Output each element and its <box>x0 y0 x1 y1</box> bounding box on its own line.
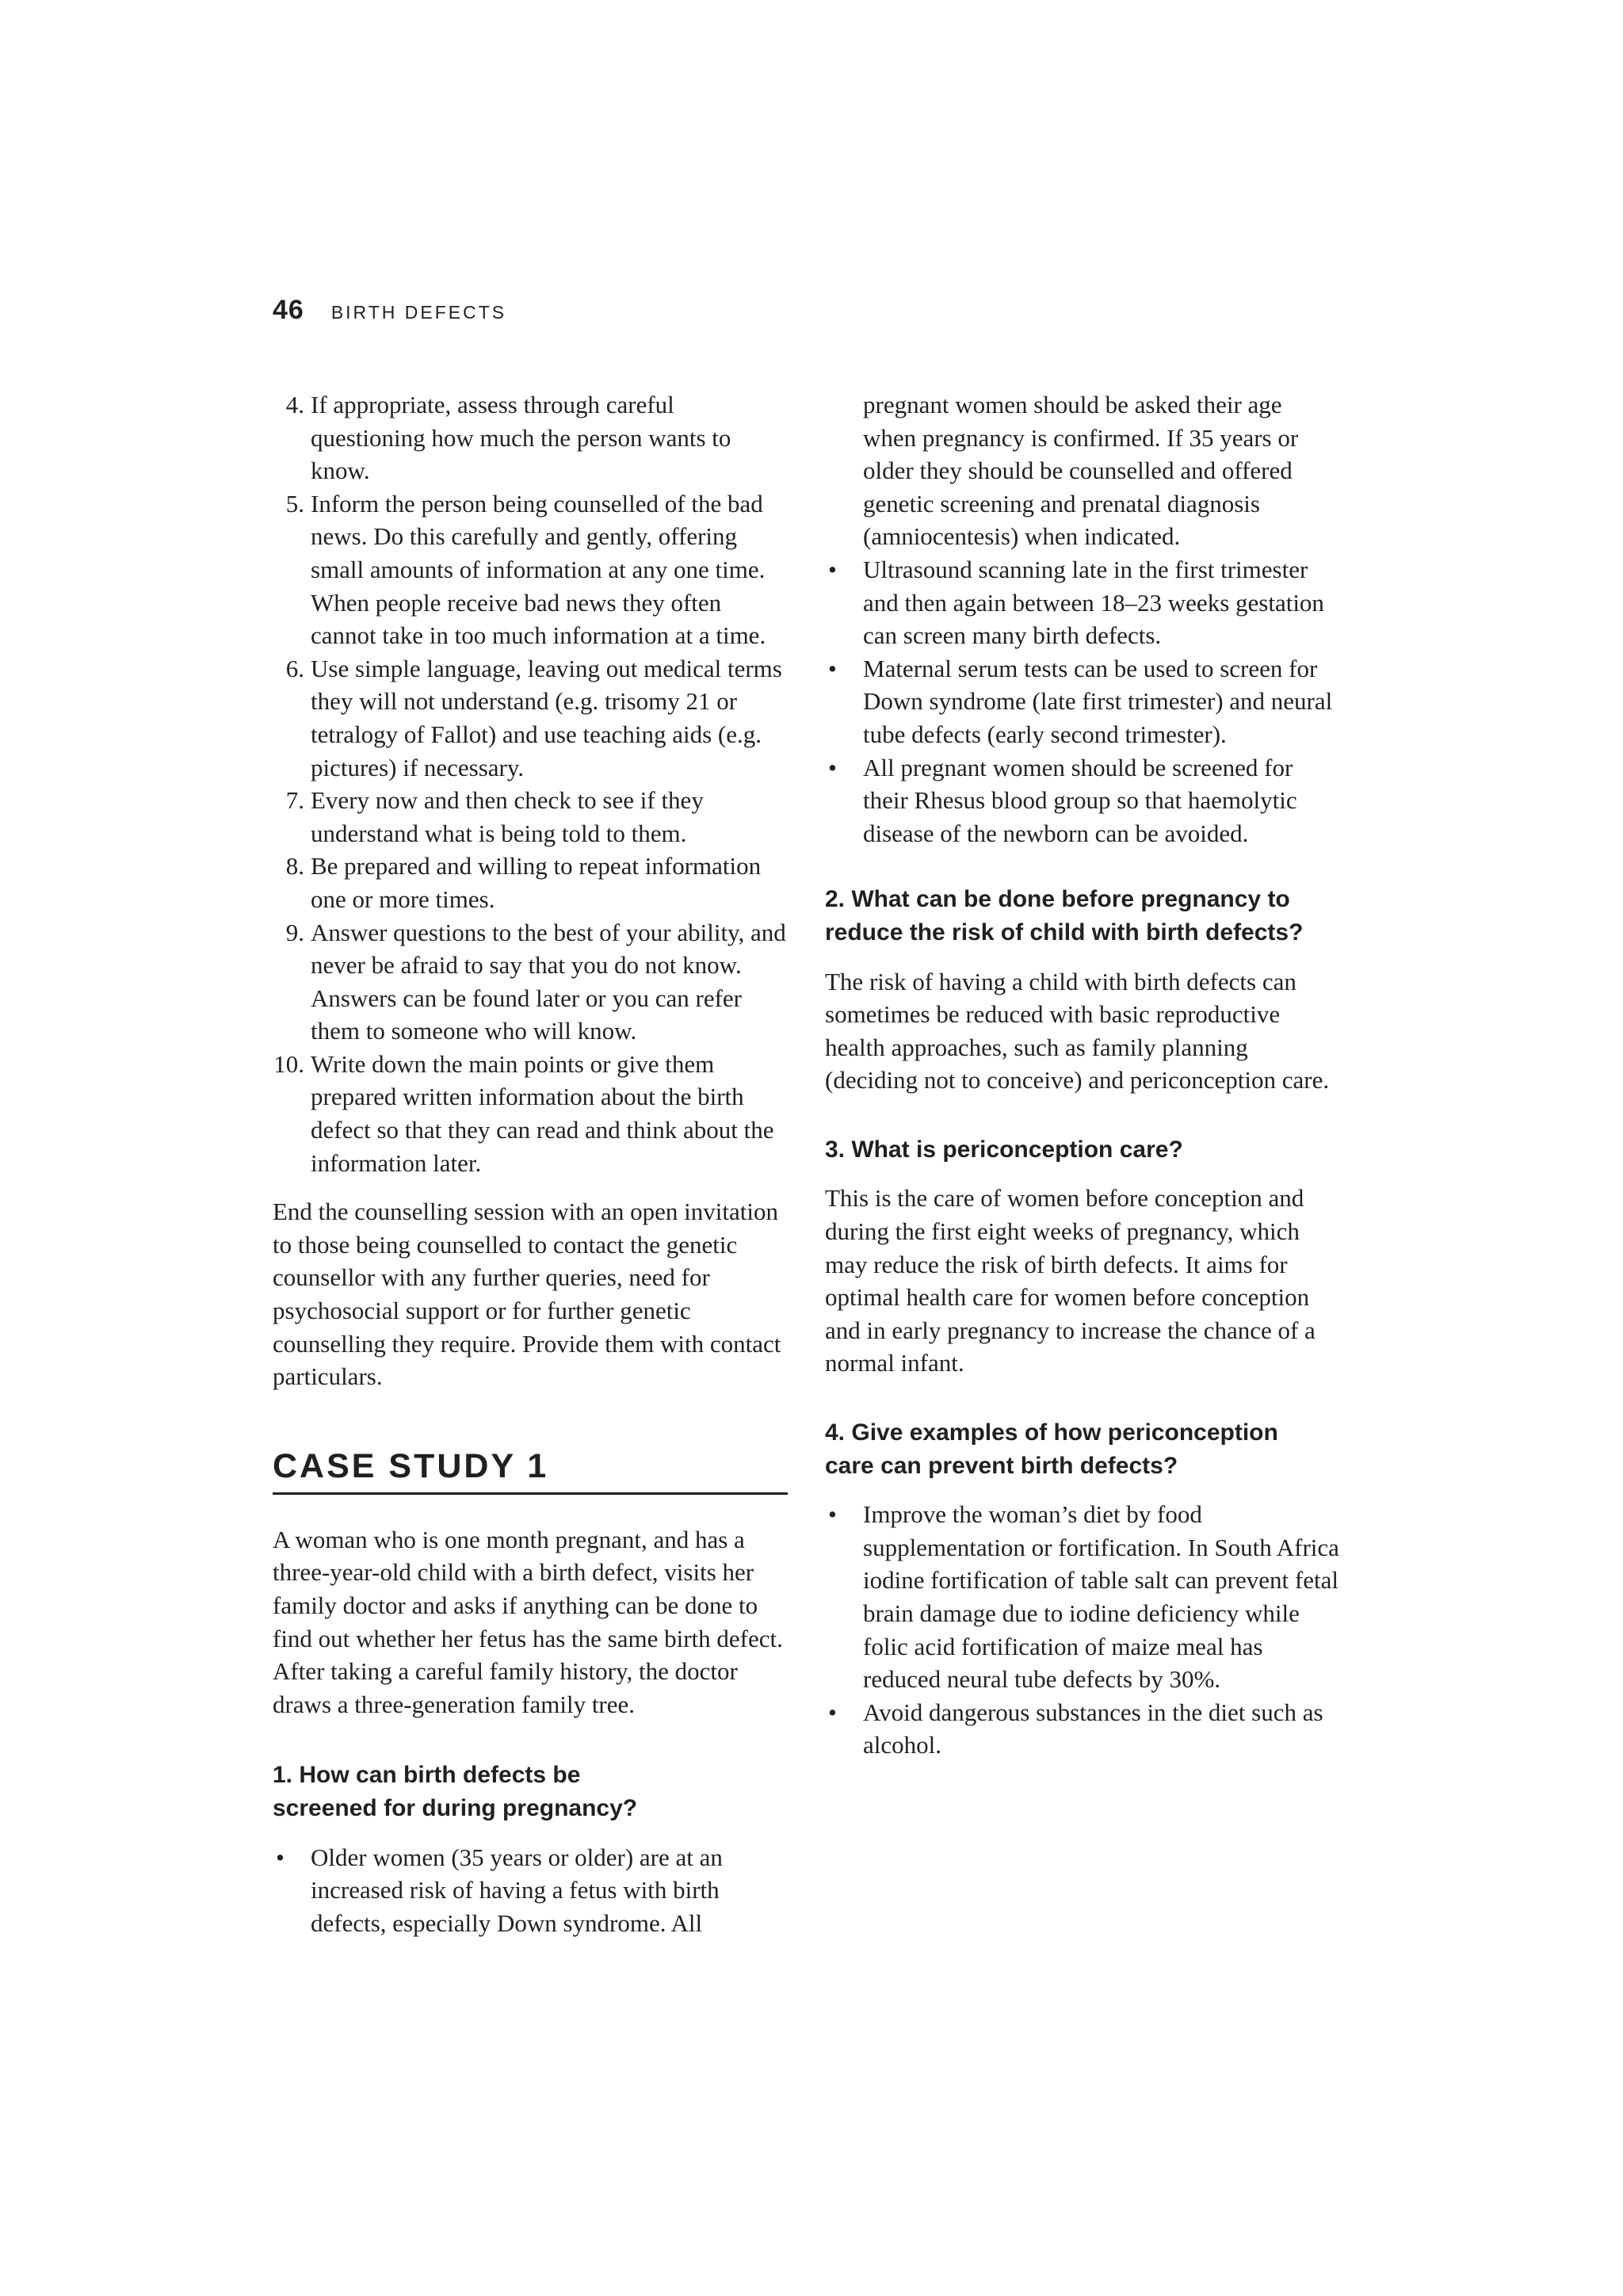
item-number: 4. <box>285 391 304 418</box>
item-text: Ultrasound scanning late in the first trimester and then again between 18–23 weeks gestation can screen many birth defects. <box>863 555 1324 650</box>
page-number: 46 <box>273 295 304 325</box>
heading-line: 1. How can birth defects be <box>273 1762 581 1789</box>
right-column <box>825 388 1340 1762</box>
list-item <box>273 916 788 1048</box>
question-4-heading <box>825 1416 1340 1482</box>
bullet-icon: • <box>828 555 837 583</box>
item-text: Older women (35 years or older) are at an increased risk of having a fetus with birth defects, especially Down syndrome. All <box>311 1843 723 1937</box>
item-number: 6. <box>285 654 304 682</box>
question-2-paragraph: The risk of having a child with birth defects can sometimes be reduced with basic reproductive health approaches, such as family planning (deciding not to conceive) and periconception care. <box>825 967 1330 1095</box>
bullet-icon: • <box>828 1500 837 1529</box>
item-number: 8. <box>285 852 304 881</box>
case-study-heading: CASE STUDY 1 <box>273 1447 788 1495</box>
bullet-icon: • <box>276 1843 285 1871</box>
item-text: Answer questions to the best of your ability, and never be afraid to say that you do not know. Answers can be found later or you can refer them to someone who will know. <box>311 918 786 1045</box>
question-3-heading: 3. What is periconception care? <box>825 1136 1183 1163</box>
item-text: If appropriate, assess through careful questioning how much the person wants to know. <box>311 391 731 485</box>
item-number: 7. <box>285 786 304 815</box>
list-item <box>273 850 788 915</box>
list-item <box>825 751 1340 850</box>
item-number: 10. <box>273 1049 304 1078</box>
list-item <box>825 553 1340 652</box>
item-number: 9. <box>285 918 304 946</box>
list-item <box>273 388 788 487</box>
running-head <box>273 295 506 326</box>
item-text: Avoid dangerous substances in the diet such as alcohol. <box>863 1698 1323 1759</box>
left-column <box>273 388 788 1939</box>
list-item <box>273 652 788 784</box>
item-text: Inform the person being counselled of the bad news. Do this carefully and gently, offering small amounts of information at any one time. When people receive bad news they often cannot take in too much information at a time. <box>311 489 766 650</box>
case-paragraph: A woman who is one month pregnant, and has a three-year-old child with a birth defect, visits her family doctor and asks if anything can be done to find out whether her fetus has the same birth defect. After taking a careful family history, the doctor draws a three-generation family tree. <box>273 1525 783 1718</box>
list-item <box>273 784 788 850</box>
question-1-bullets-start <box>273 1841 788 1940</box>
list-item <box>825 1696 1340 1762</box>
running-title: BIRTH DEFECTS <box>330 302 507 323</box>
question-2-heading <box>825 883 1340 949</box>
heading-line: 2. What can be done before pregnancy to <box>825 886 1290 913</box>
counselling-steps-list <box>273 388 788 1179</box>
question-4-bullets <box>825 1498 1340 1762</box>
question-3-paragraph: This is the care of women before conception and during the first eight weeks of pregnancy, which may reduce the risk of birth defects. It aims for optimal health care for women before conception and in early pregnancy to increase the chance of a normal infant. <box>825 1184 1316 1377</box>
heading-line: reduce the risk of child with birth defects? <box>825 919 1304 946</box>
bullet-icon: • <box>828 1698 837 1726</box>
item-text: Every now and then check to see if they understand what is being told to them. <box>311 786 704 847</box>
heading-line: screened for during pregnancy? <box>273 1794 638 1821</box>
closing-paragraph: End the counselling session with an open invitation to those being counselled to contact the genetic counsellor with any further queries, need for psychosocial support or for further genetic counselling they require. Provide them with contact particulars. <box>273 1198 781 1391</box>
item-text: All pregnant women should be screened for their Rhesus blood group so that haemolytic disease of the newborn can be avoided. <box>863 753 1297 847</box>
item-text: Write down the main points or give them prepared written information about the birth defect so that they can read and think about the information later. <box>311 1049 774 1177</box>
list-item <box>273 487 788 652</box>
heading-line: care can prevent birth defects? <box>825 1452 1178 1479</box>
question-1-bullets <box>825 553 1340 850</box>
item-text: Use simple language, leaving out medical terms they will not understand (e.g. trisomy 21 or tetralogy of Fallot) and use teaching aids (e.g. pictures) if necessary. <box>311 654 782 781</box>
list-item <box>825 652 1340 751</box>
bullet-icon: • <box>828 753 837 781</box>
bullet-icon: • <box>828 654 837 682</box>
item-text: Be prepared and willing to repeat information one or more times. <box>311 852 762 913</box>
list-item <box>273 1048 788 1179</box>
heading-line: 4. Give examples of how periconception <box>825 1419 1278 1446</box>
item-text: Improve the woman’s diet by food supplementation or fortification. In South Africa iodine fortification of table salt can prevent fetal brain damage due to iodine deficiency while folic acid fortification of maize meal has reduced neural tube defects by 30%. <box>863 1500 1339 1694</box>
item-text: Maternal serum tests can be used to screen for Down syndrome (late first trimester) and neural tube defects (early second trimester). <box>863 654 1333 748</box>
question-1-heading <box>273 1759 788 1824</box>
list-item <box>273 1841 788 1940</box>
bullet-continuation: pregnant women should be asked their age when pregnancy is confirmed. If 35 years or older they should be counselled and offered genetic screening and prenatal diagnosis (amniocentesis) when indicated. <box>863 391 1299 551</box>
list-item <box>825 1498 1340 1696</box>
item-number: 5. <box>285 489 304 518</box>
